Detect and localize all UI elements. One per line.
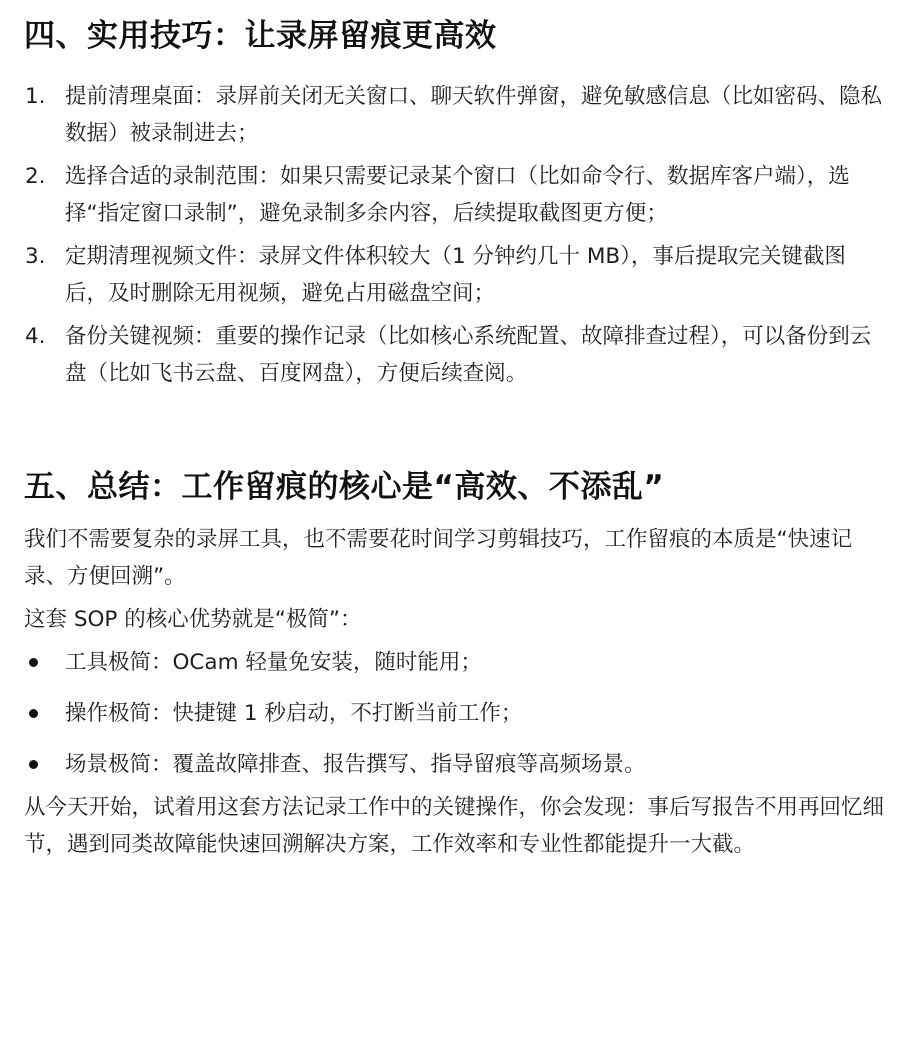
- bullet-dot-icon: [29, 709, 38, 718]
- list-item-text: 场景极简：覆盖故障排查、报告撰写、指导留痕等高频场景。: [65, 752, 646, 777]
- advantages-list: [24, 644, 888, 783]
- list-item: [24, 695, 888, 732]
- list-item: [24, 158, 888, 232]
- tips-list: [24, 78, 888, 392]
- list-item-number: 4.: [25, 324, 46, 349]
- section-4-heading: 四、实用技巧：让录屏留痕更高效: [24, 18, 497, 54]
- list-item-text: 提前清理桌面：录屏前关闭无关窗口、聊天软件弹窗，避免敏感信息（比如密码、隐私数据）被录制进去；: [65, 84, 883, 146]
- list-item-text: 选择合适的录制范围：如果只需要记录某个窗口（比如命令行、数据库客户端），选择“指定窗口录制”，避免录制多余内容，后续提取截图更方便；: [65, 164, 850, 226]
- list-item-text: 工具极简：OCam 轻量免安装，随时能用；: [65, 650, 482, 675]
- bullet-dot-icon: [29, 658, 38, 667]
- list-item-text: 定期清理视频文件：录屏文件体积较大（1 分钟约几十 MB），事后提取完关键截图后，及时删除无用视频，避免占用磁盘空间；: [65, 244, 846, 306]
- list-item: [24, 746, 888, 783]
- summary-lead: 这套 SOP 的核心优势就是“极简”：: [24, 607, 362, 632]
- list-item-text: 备份关键视频：重要的操作记录（比如核心系统配置、故障排查过程），可以备份到云盘（比如飞书云盘、百度网盘），方便后续查阅。: [65, 324, 872, 386]
- list-item: [24, 318, 888, 392]
- summary-conclusion: 从今天开始，试着用这套方法记录工作中的关键操作，你会发现：事后写报告不用再回忆细节，遇到同类故障能快速回溯解决方案，工作效率和专业性都能提升一大截。: [24, 795, 885, 857]
- list-item-number: 3.: [25, 244, 46, 269]
- list-item: [24, 644, 888, 681]
- list-item: [24, 238, 888, 312]
- summary-intro: 我们不需要复杂的录屏工具，也不需要花时间学习剪辑技巧，工作留痕的本质是“快速记录、方便回溯”。: [24, 527, 853, 589]
- list-item-text: 操作极简：快捷键 1 秒启动，不打断当前工作；: [65, 701, 523, 726]
- list-item-number: 2.: [25, 164, 46, 189]
- list-item-number: 1.: [25, 84, 46, 109]
- list-item: [24, 78, 888, 152]
- section-5-heading: 五、总结：工作留痕的核心是“高效、不添乱”: [24, 469, 665, 505]
- bullet-dot-icon: [29, 760, 38, 769]
